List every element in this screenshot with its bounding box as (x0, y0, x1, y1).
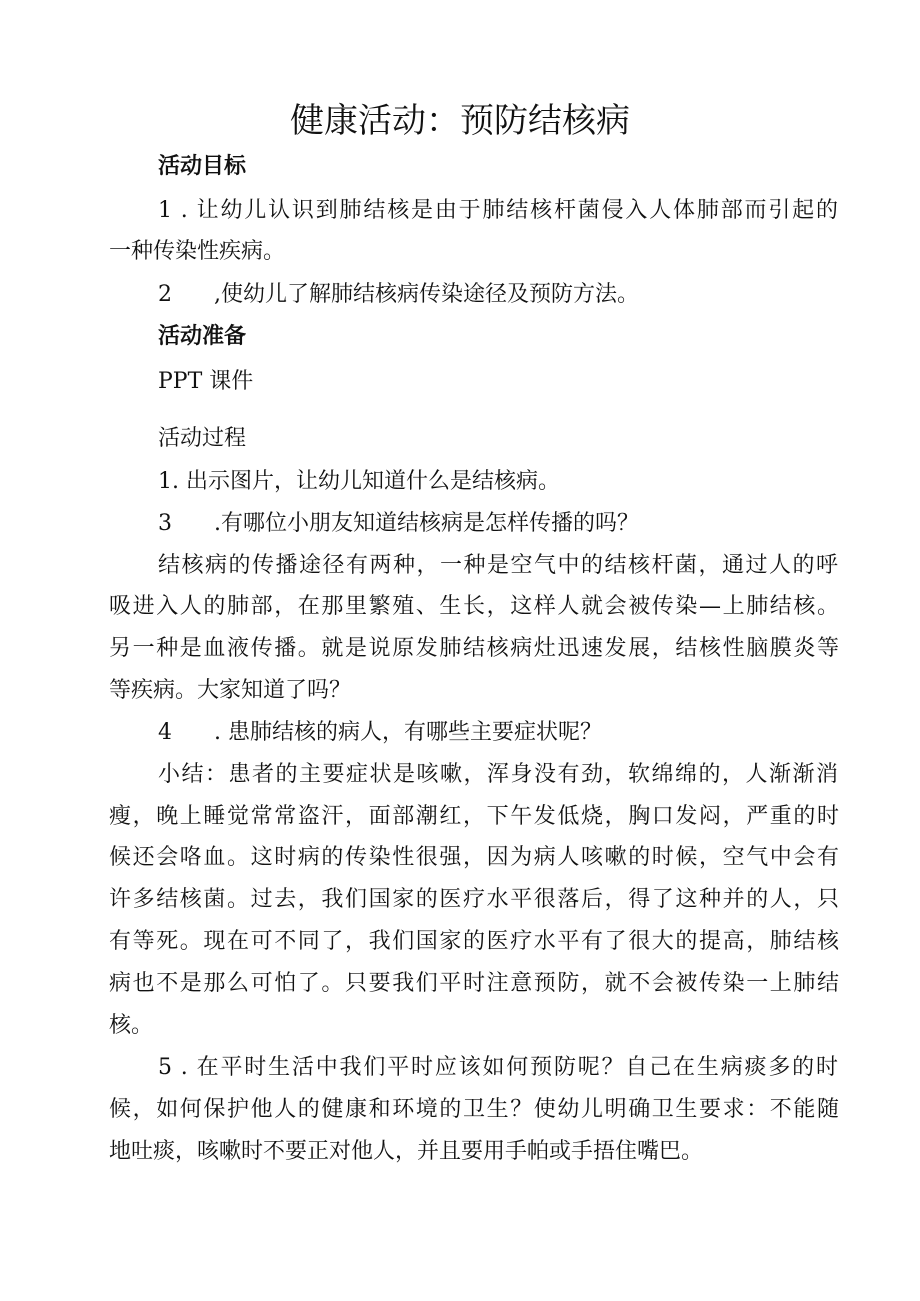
goal-2-text: ,使幼儿了解肺结核病传染途径及预防方法。 (214, 282, 639, 307)
step-3-text: .有哪位小朋友知道结核病是怎样传播的吗？ (214, 511, 639, 536)
para-2-line-5: 有等死。现在可不同了，我们国家的医疗水平有了很大的提高，肺结核 (109, 929, 839, 954)
para-1-line-1: 结核病的传播途径有两种，一种是空气中的结核杆菌，通过人的呼 (158, 553, 838, 578)
goal-2 (158, 280, 838, 310)
para-3-line-1: 5 . 在平时生活中我们平时应该如何预防呢？自己在生病痰多的时 (158, 1055, 838, 1080)
para-2-line-6: 病也不是那么可怕了。只要我们平时注意预防，就不会被传染一上肺结 (109, 971, 839, 996)
para-1-line-2: 吸进入人的肺部，在那里繁殖、生长，这样人就会被传染—上肺结核。 (109, 594, 839, 619)
page-title: 健康活动：预防结核病 (290, 101, 630, 141)
goal-1-line-1: 1 . 让幼儿认识到肺结核是由于肺结核杆菌侵入人体肺部而引起的 (158, 198, 838, 223)
para-1-line-3: 另一种是血液传播。就是说原发肺结核病灶迅速发展，结核性脑膜炎等 (109, 636, 839, 661)
para-2-line-3: 候还会咯血。这时病的传染性很强，因为病人咳嗽的时候，空气中会有 (109, 845, 839, 870)
prep-heading: 活动准备 (158, 324, 247, 349)
para-2-line-4: 许多结核菌。过去，我们国家的医疗水平很落后，得了这种并的人，只 (109, 887, 839, 912)
goal-2-number: 2 (158, 282, 172, 307)
step-3-number: 3 (158, 511, 172, 536)
para-2-line-1: 小结：患者的主要症状是咳嗽，浑身没有劲，软绵绵的，人渐渐消 (158, 762, 838, 787)
para-3-line-3: 地吐痰，咳嗽时不要正对他人，并且要用手帕或手捂住嘴巴。 (109, 1139, 704, 1164)
prep-item: PPT 课件 (158, 369, 254, 394)
goals-heading: 活动目标 (158, 154, 247, 179)
step-4 (158, 718, 838, 748)
step-3 (158, 509, 838, 539)
step-4-number: 4 (158, 720, 172, 745)
para-3-line-2: 候，如何保护他人的健康和环境的卫生？使幼儿明确卫生要求：不能随 (109, 1097, 839, 1122)
goal-1-line-2: 一种传染性疾病。 (109, 239, 286, 264)
para-2-line-2: 瘦，晚上睡觉常常盗汗，面部潮红，下午发低烧，胸口发闷，严重的时 (109, 804, 839, 829)
step-1: 1. 出示图片，让幼儿知道什么是结核病。 (158, 469, 560, 494)
process-heading: 活动过程 (158, 426, 247, 451)
step-4-text: . 患肺结核的病人，有哪些主要症状呢？ (214, 720, 602, 745)
para-2-line-7: 核。 (109, 1013, 154, 1038)
para-1-line-4: 等疾病。大家知道了吗？ (109, 678, 352, 703)
